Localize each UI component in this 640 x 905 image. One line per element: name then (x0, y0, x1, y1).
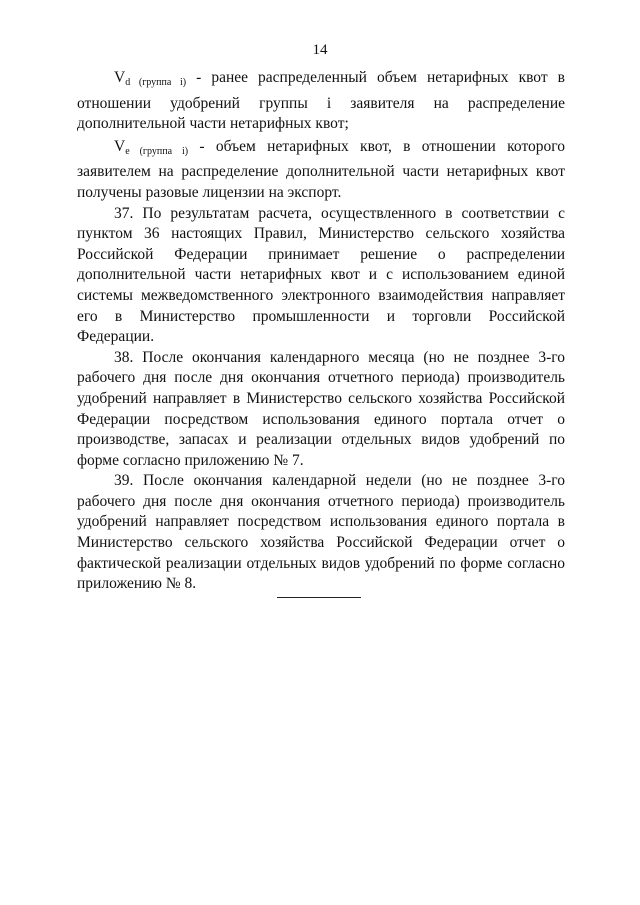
page-number: 14 (312, 42, 328, 58)
paragraph-38: 38. После окончания календарного месяца (но не позднее 3-го рабочего дня после дня окончания отчетного периода) производитель удобрений направляет в Министерство сельского хозяйства Российской Федерации посредством использования единого портала отчет о производстве, запасах и реализации отдельных видов удобрений по форме согласно приложению № 7. (77, 348, 565, 469)
definition-symbol: V (114, 137, 126, 155)
definition-symbol: V (114, 69, 126, 86)
definition-text: - объем нетарифных квот, в отношении которого заявителем на распределение дополнительной части нетарифных квот получены разовые лицензии на экспорт. (77, 137, 565, 201)
definition-vd (77, 68, 565, 135)
definition-subscript: e (группа i) (125, 145, 189, 157)
definition-subscript: d (группа i) (125, 77, 187, 88)
paragraph-39: 39. После окончания календарной недели (но не позднее 3-го рабочего дня после дня окончания отчетного периода) производитель удобрений направляет посредством использования единого портала в Министерство сельского хозяйства Российской Федерации отчет о фактической реализации отдельных видов удобрений по форме согласно приложению № 8. (77, 472, 565, 593)
definition-ve (77, 137, 565, 204)
paragraph-37: 37. По результатам расчета, осуществленного в соответствии с пунктом 36 настоящих Правил, Министерство сельского хозяйства Российской Федерации принимает решение о распределении дополнительной части нетарифных квот и с использованием единой системы межведомственного электронного взаимодействия направляет его в Министерство промышленности и торговли Российской Федерации. (77, 204, 565, 346)
end-separator-line (277, 597, 361, 598)
document-body (77, 68, 565, 595)
definition-text: - ранее распределенный объем нетарифных квот в отношении удобрений группы i заявителя на распределение дополнительной части нетарифных квот; (77, 69, 565, 133)
